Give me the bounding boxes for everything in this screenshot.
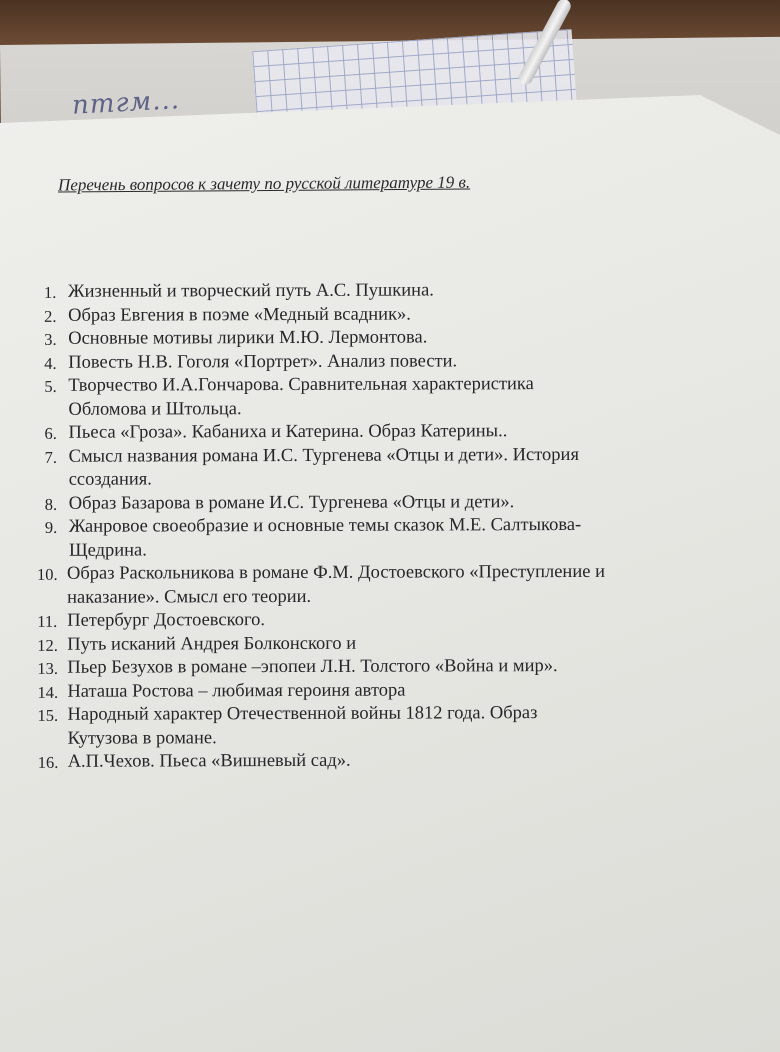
question-number: 4. — [44, 353, 57, 373]
question-item — [0, 349, 718, 375]
question-item — [0, 372, 718, 422]
question-text: Щедрина. — [68, 539, 147, 561]
question-text: А.П.Чехов. Пьеса «Вишневый сад». — [67, 750, 351, 772]
question-number: 3. — [44, 329, 57, 349]
question-text: наказание». Смысл его теории. — [67, 586, 312, 608]
question-item — [1, 631, 717, 657]
question-text: Повесть Н.В. Гоголя «Портрет». Анализ повести. — [68, 350, 458, 373]
question-number: 1. — [44, 282, 57, 302]
question-text: Путь исканий Андрея Болконского и — [67, 633, 357, 655]
question-item — [0, 419, 718, 445]
question-item — [1, 607, 717, 633]
question-item — [1, 560, 717, 609]
question-number: 15. — [37, 705, 59, 725]
question-item — [1, 678, 717, 704]
question-number: 13. — [37, 658, 59, 678]
question-number: 8. — [44, 494, 58, 514]
question-number: 6. — [44, 423, 57, 443]
question-item — [0, 278, 718, 304]
question-item — [1, 654, 717, 680]
question-text: Основные мотивы лирики М.Ю. Лермонтова. — [68, 327, 428, 349]
question-number: 10. — [36, 564, 58, 584]
question-number: 9. — [44, 517, 58, 537]
question-number: 14. — [37, 682, 59, 702]
question-text: Наташа Ростова – любимая героиня автора — [67, 680, 406, 702]
question-number: 11. — [37, 611, 58, 631]
question-text: Образ Раскольникова в романе Ф.М. Достоевского «Преступление и — [66, 561, 605, 584]
question-number: 12. — [37, 635, 58, 655]
question-text: Пьеса «Гроза». Кабаниха и Катерина. Образ Катерины.. — [68, 421, 508, 443]
handwritten-note: птгм... — [71, 85, 181, 121]
question-number: 7. — [44, 447, 58, 467]
question-text: Смысл названия романа И.С. Тургенева «Отцы и дети». История — [68, 444, 579, 467]
question-item — [0, 325, 718, 351]
question-text: Петербург Достоевского. — [67, 610, 265, 631]
question-item — [0, 302, 718, 328]
question-text: Образ Базарова в романе И.С. Тургенева «Отцы и дети». — [68, 491, 515, 514]
question-text: Жанровое своеобразие и основные темы сказок М.Е. Салтыкова- — [68, 514, 582, 537]
document-title: Перечень вопросов к зачету по русской литературе 19 в. — [57, 172, 471, 195]
question-text: Кутузова в романе. — [67, 727, 217, 749]
question-text: Жизненный и творческий путь А.С. Пушкина. — [68, 280, 434, 302]
question-item — [1, 443, 719, 493]
question-text: Творчество И.А.Гончарова. Сравнительная характеристика — [68, 374, 534, 396]
question-number: 5. — [44, 376, 57, 396]
question-number: 16. — [37, 752, 59, 772]
question-item — [1, 513, 719, 563]
question-text: Пьер Безухов в романе –эпопеи Л.Н. Толстого «Война и мир». — [67, 656, 558, 678]
question-text: ссоздания. — [68, 469, 152, 490]
question-text: Обломова и Штольца. — [68, 398, 242, 420]
question-number: 2. — [44, 306, 57, 326]
question-list — [0, 278, 720, 774]
question-text: Образ Евгения в поэме «Медный всадник». — [68, 304, 411, 326]
question-item — [2, 748, 718, 774]
question-item — [1, 701, 717, 750]
question-item — [1, 490, 719, 516]
question-text: Народный характер Отечественной войны 1812 года. Образ — [67, 703, 538, 725]
